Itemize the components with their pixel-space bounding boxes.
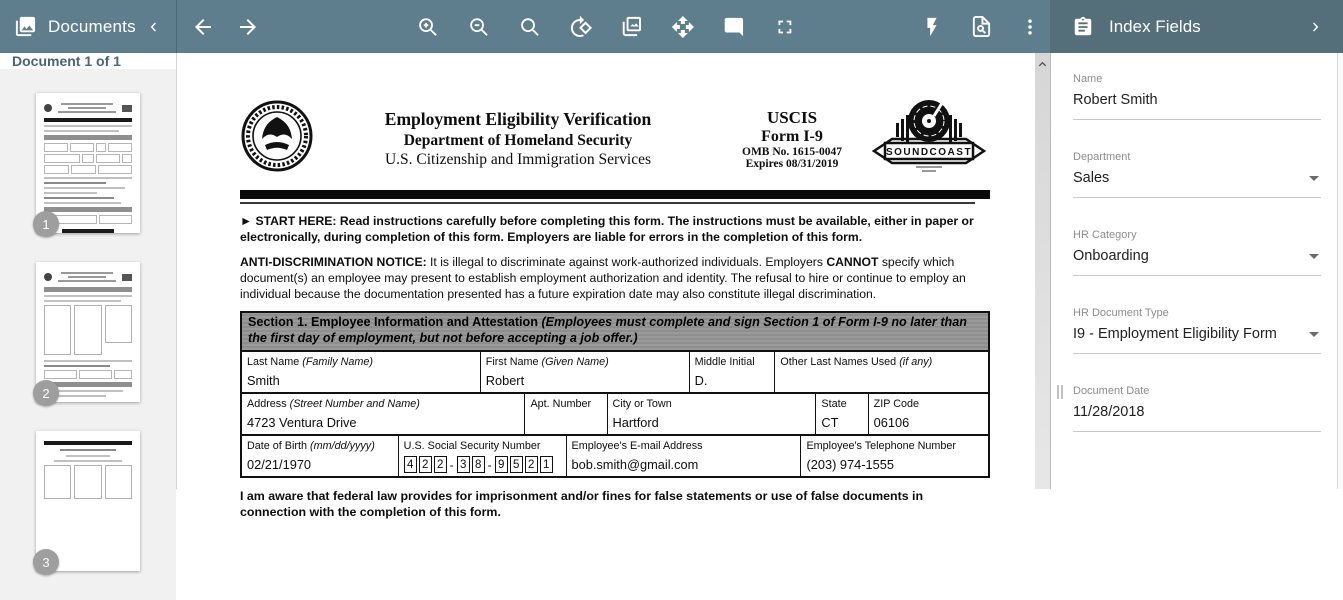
city-cell: City or Town Hartford: [608, 394, 817, 434]
field-label: Department: [1073, 151, 1131, 163]
documents-panel-title: Documents: [48, 16, 136, 36]
thumbnail-strip: [0, 69, 176, 600]
photo-library-icon: [13, 15, 37, 39]
header-divider: [240, 190, 990, 199]
page-search-icon[interactable]: [969, 15, 993, 39]
form-subtitle-agency: U.S. Citizenship and Immigration Services: [384, 150, 652, 168]
pan-icon[interactable]: [670, 15, 694, 39]
ssn-cell: U.S. Social Security Number 4 2 2 - 3 8 - 9 5 2 1: [399, 436, 567, 476]
field-hr-document-type: [1073, 307, 1321, 354]
last-name-cell: Last Name (Family Name) Smith: [242, 352, 481, 392]
zoom-in-icon[interactable]: [415, 15, 439, 39]
field-value: 11/28/2018: [1073, 404, 1145, 420]
field-value: Onboarding: [1073, 248, 1149, 264]
documents-header: [0, 0, 177, 53]
table-row: [242, 436, 988, 476]
address-cell: Address (Street Number and Name) 4723 Ventura Drive: [242, 394, 525, 434]
middle-initial-cell: Middle Initial D.: [690, 352, 776, 392]
header-divider-thin: [240, 202, 975, 204]
field-marker-icon: [1057, 385, 1063, 399]
ssn-digit-boxes: 4 2 2 - 3 8 - 9 5 2 1: [404, 456, 561, 473]
field-document-date: [1073, 385, 1321, 432]
zip-cell: ZIP Code 06106: [873, 398, 920, 430]
expand-chevron-right-icon[interactable]: [1303, 15, 1327, 39]
dropdown-caret-icon[interactable]: [1309, 254, 1319, 259]
soundcoast-logo: [872, 95, 990, 182]
dropdown-caret-icon[interactable]: [1309, 332, 1319, 337]
field-name: [1073, 73, 1321, 120]
document-count-label: Document 1 of 1: [0, 53, 176, 69]
flash-icon[interactable]: [920, 15, 944, 39]
thumbnail-sidebar: [0, 53, 177, 570]
index-fields-panel: [1050, 53, 1343, 489]
form-header: [240, 95, 990, 182]
dhs-seal-icon: [240, 99, 324, 178]
fullscreen-icon[interactable]: [772, 15, 796, 39]
name-input[interactable]: [1073, 92, 1321, 120]
rotate-icon[interactable]: [568, 15, 592, 39]
page-number-badge: 1: [33, 211, 59, 237]
main-area: [0, 53, 1343, 570]
omb-number: OMB No. 1615-0047: [742, 145, 842, 158]
panel-scrollbar[interactable]: [1337, 53, 1343, 489]
expiry-date: Expires 08/31/2019: [745, 157, 839, 170]
comment-icon[interactable]: [721, 15, 745, 39]
start-here-paragraph: ► START HERE: Read instructions carefully before completing this form. The instructions must be available, either in paper or electronically, during completion of this form. Employers are liable for errors in the completion of this form.: [240, 214, 974, 244]
field-value: I9 - Employment Eligibility Form: [1073, 326, 1277, 342]
zoom-out-icon[interactable]: [466, 15, 490, 39]
apt-number-cell: Apt. Number: [525, 394, 607, 434]
page-number-badge: 2: [33, 380, 59, 406]
dropdown-caret-icon[interactable]: [1309, 176, 1319, 181]
pages-icon[interactable]: [619, 15, 643, 39]
collapse-chevron-left-icon[interactable]: [142, 15, 166, 39]
page-number-badge: 3: [33, 549, 59, 575]
tool-group: [415, 15, 796, 39]
document-viewer: [177, 53, 1050, 519]
form-number: Form I-9: [761, 127, 823, 145]
search-icon[interactable]: [517, 15, 541, 39]
more-vertical-icon[interactable]: [1018, 15, 1042, 39]
field-department: [1073, 151, 1321, 198]
uscis-label: USCIS: [766, 107, 818, 127]
page-thumbnail-3[interactable]: [36, 431, 140, 571]
field-label: HR Category: [1073, 229, 1137, 241]
right-tool-group: [920, 15, 1050, 39]
state-cell: State CT: [816, 394, 868, 434]
form-subtitle-dept: Department of Homeland Security: [403, 131, 633, 149]
hr-document-type-dropdown[interactable]: [1073, 326, 1321, 354]
index-fields-title: Index Fields: [1109, 16, 1201, 36]
document-date-input[interactable]: [1073, 404, 1321, 432]
hr-category-dropdown[interactable]: [1073, 248, 1321, 276]
section1-header: Section 1. Employee Information and Attestation (Employees must complete and sign Section 1 of Form I-9 no later than the first day of employment, but not before accepting a job offer.): [240, 311, 990, 352]
table-row: [242, 394, 988, 436]
clipboard-icon: [1071, 15, 1095, 39]
scroll-up-icon[interactable]: [1035, 53, 1050, 75]
form-titles: [324, 109, 712, 169]
page-thumbnail-1[interactable]: [36, 93, 140, 233]
viewer-scrollbar[interactable]: [1035, 53, 1050, 489]
dob-cell: Date of Birth (mm/dd/yyyy) 02/21/1970: [242, 436, 399, 476]
table-row: [242, 352, 988, 394]
field-hr-category: [1073, 229, 1321, 276]
email-cell: Employee's E-mail Address bob.smith@gmail.com: [567, 436, 802, 476]
page-thumbnail-2[interactable]: [36, 262, 140, 402]
anti-discrimination-paragraph: ANTI-DISCRIMINATION NOTICE: It is illegal to discriminate against work-authorized individuals. Employers CANNOT specify which document(s) an employee may present to establish employment authorization and identity. The refusal to hire or continue to employ an individual because the documentation presented has a future expiration date may also constitute illegal discrimination.: [240, 255, 966, 301]
form-title: Employment Eligibility Verification: [384, 108, 652, 129]
perjury-statement: I am aware that federal law provides for imprisonment and/or fines for false statements or use of false documents in connection with the completion of this form.: [240, 489, 924, 519]
first-name-cell: First Name (Given Name) Robert: [481, 352, 690, 392]
logo-text: SOUNDCOAST: [885, 147, 973, 158]
arrow-back-icon[interactable]: [191, 15, 215, 39]
phone-cell: Employee's Telephone Number (203) 974-1555: [806, 440, 956, 472]
field-value: Robert Smith: [1073, 92, 1158, 108]
index-fields-header: [1050, 0, 1343, 53]
field-label: HR Document Type: [1073, 307, 1169, 319]
field-label: Name: [1073, 73, 1103, 85]
section1-table: [240, 352, 990, 478]
arrow-forward-icon[interactable]: [236, 15, 260, 39]
uscis-block: [712, 108, 872, 170]
viewer-toolbar: [177, 0, 1050, 53]
field-label: Document Date: [1073, 385, 1150, 397]
document-page[interactable]: [177, 53, 1050, 520]
top-toolbar: [0, 0, 1343, 53]
field-value: Sales: [1073, 170, 1110, 186]
nav-group: [177, 15, 260, 39]
other-names-cell: Other Last Names Used (if any): [780, 356, 933, 368]
department-dropdown[interactable]: [1073, 170, 1321, 198]
